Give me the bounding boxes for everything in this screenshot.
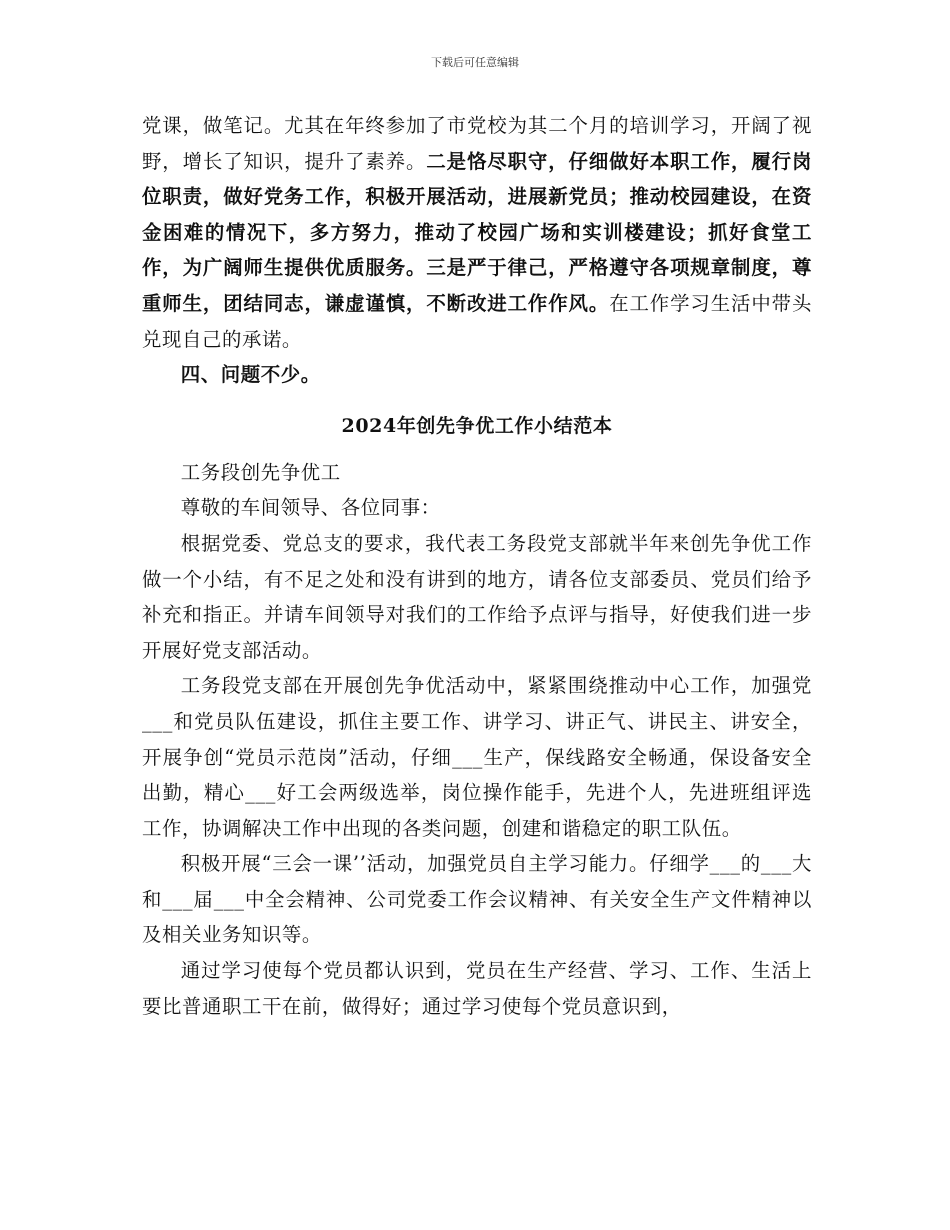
document-title: 2024年创先争优工作小结范本 bbox=[341, 414, 613, 437]
paragraph-awareness: 通过学习使每个党员都认识到，党员在生产经营、学习、工作、生活上要比普通职工干在前，做得好；通过学习使每个党员意识到， bbox=[142, 959, 812, 1018]
page-header: 下载后可任意编辑 bbox=[431, 56, 519, 69]
paragraph-1-normal-end: 在工作学习生活中带头兑现自己的承诺。 bbox=[142, 291, 812, 351]
paragraph-1 bbox=[142, 108, 812, 357]
section-heading-problems: 四、问题不少。 bbox=[180, 363, 321, 387]
paragraph-study: 积极开展“三会一课’’活动，加强党员自主学习能力。仔细学___的___大和___届___中全会精神、公司党委工作会议精神、有关安全生产文件精神以及相关业务知识等。 bbox=[142, 852, 812, 947]
paragraph-work: 工务段党支部在开展创先争优活动中，紧紧围绕推动中心工作，加强党___和党员队伍建设，抓住主要工作、讲学习、讲正气、讲民主、讲安全，开展争创“党员示范岗”活动，仔细___生产，保线路安全畅通，保设备安全出勤，精心___好工会两级选举，岗位操作能手，先进个人，先进班组评选工作，协调解决工作中出现的各类问题，创建和谐稳定的职工队伍。 bbox=[142, 674, 812, 840]
paragraph-intro: 根据党委、党总支的要求，我代表工务段党支部就半年来创先争优工作做一个小结，有不足之处和没有讲到的地方，请各位支部委员、党员们给予补充和指正。并请车间领导对我们的工作给予点评与指导，好使我们进一步开展好党支部活动。 bbox=[142, 531, 812, 662]
paragraph-1-bold: 二是恪尽职守，仔细做好本职工作，履行岗位职责，做好党务工作，积极开展活动，进展新党员；推动校园建设，在资金困难的情况下，多方努力，推动了校园广场和实训楼建设；抓好食堂工作，为广阔师生提供优质服务。三是严于律己，严格遵守各项规章制度，尊重师生，团结同志，谦虚谨慎，不断改进工作作风。 bbox=[142, 149, 812, 315]
paragraph-1-normal-start: 党课，做笔记。尤其在年终参加了市党校为其二个月的培训学习，开阔了视野，增长了知识，提升了素养。 bbox=[142, 114, 812, 173]
paragraph-salutation: 尊敬的车间领导、各位同事： bbox=[180, 496, 441, 520]
document-body bbox=[142, 108, 812, 1024]
paragraph-dept: 工务段创先争优工 bbox=[180, 460, 341, 484]
